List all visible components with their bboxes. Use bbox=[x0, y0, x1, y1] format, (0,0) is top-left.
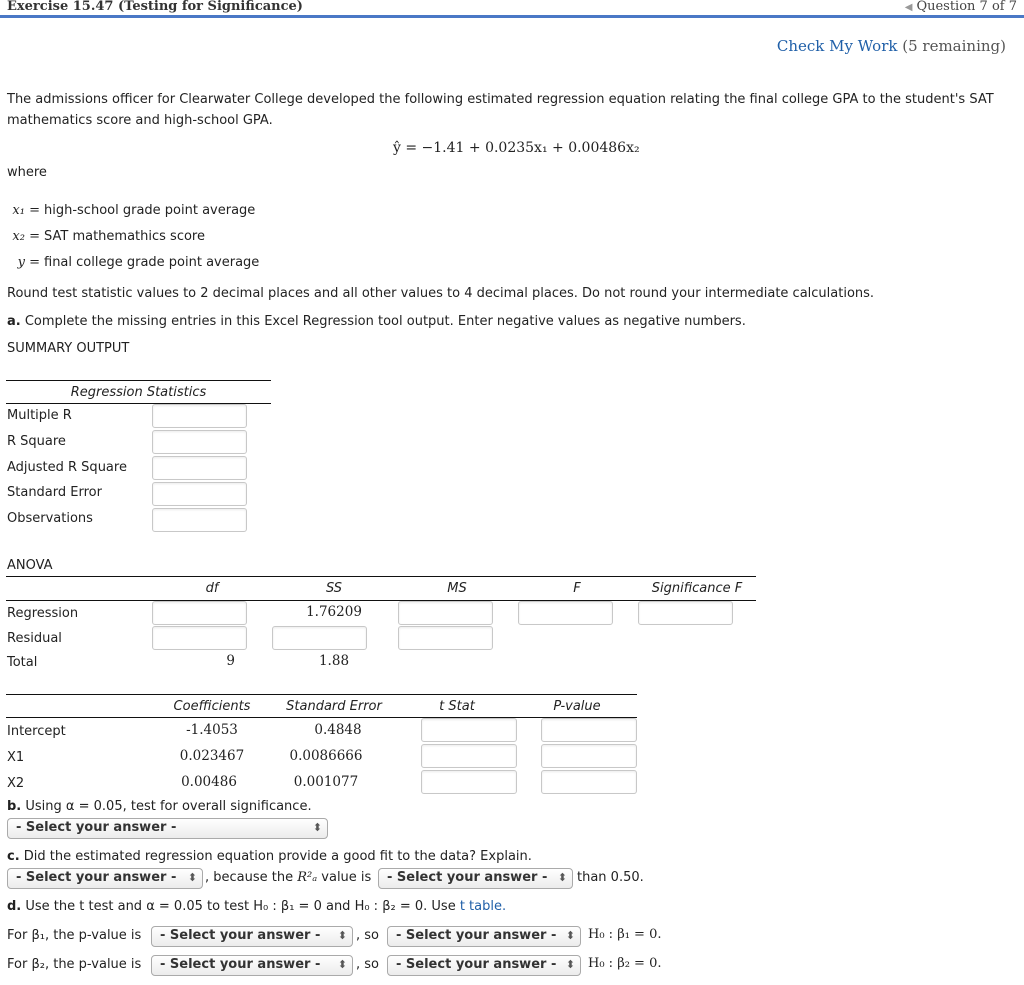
beta1-conclusion-select-value: - Select your answer - bbox=[396, 928, 557, 943]
part-d-beta2-so: , so bbox=[356, 957, 379, 972]
regstats-label-observations: Observations bbox=[7, 511, 93, 526]
part-d-beta1-prefix: For β₁, the p-value is bbox=[7, 928, 142, 943]
part-d-label: d. bbox=[7, 899, 22, 914]
total-df-value: 9 bbox=[226, 653, 235, 669]
x2-standard-error: 0.001077 bbox=[293, 774, 359, 790]
definition-var: x₁ = bbox=[12, 203, 40, 218]
part-d-beta2-prefix: For β₂, the p-value is bbox=[7, 957, 142, 972]
regstats-top-rule bbox=[6, 380, 271, 381]
regstats-header: Regression Statistics bbox=[70, 385, 207, 400]
part-c-because-text bbox=[205, 870, 371, 885]
anova-title: ANOVA bbox=[7, 558, 53, 573]
residual-df-input[interactable] bbox=[152, 626, 247, 650]
regstats-label-multiple-r: Multiple R bbox=[7, 408, 72, 423]
intercept-coefficient: -1.4053 bbox=[186, 722, 238, 738]
part-d-text: Use the t test and α = 0.05 to test H₀ : β₁ = 0 and H₀ : β₂ = 0. Use bbox=[25, 899, 456, 914]
coef-header-standard-error: Standard Error bbox=[286, 699, 382, 714]
select-arrows-icon: ⬍ bbox=[557, 871, 567, 884]
regstats-label-r-square: R Square bbox=[7, 434, 66, 449]
observations-input[interactable] bbox=[152, 508, 247, 532]
multiple-r-input[interactable] bbox=[152, 404, 247, 428]
part-d-beta2-hypothesis: H₀ : β₂ = 0. bbox=[588, 956, 662, 971]
check-my-work-link[interactable]: Check My Work bbox=[776, 37, 898, 55]
definition-x2 bbox=[0, 229, 205, 244]
part-c-value-is: value is bbox=[321, 870, 372, 885]
top-bar bbox=[0, 0, 1024, 16]
residual-ss-input[interactable] bbox=[272, 626, 367, 650]
prev-arrow-icon[interactable]: ◀ bbox=[904, 2, 913, 13]
definition-var: x₂ = bbox=[12, 229, 40, 244]
beta1-conclusion-select[interactable] bbox=[387, 926, 581, 947]
part-c-comparison-select-value: - Select your answer - bbox=[387, 870, 548, 885]
part-c-fit-select[interactable] bbox=[7, 868, 203, 889]
beta2-p-value-select-value: - Select your answer - bbox=[160, 957, 321, 972]
regression-df-input[interactable] bbox=[152, 601, 247, 625]
part-d-question bbox=[7, 899, 506, 914]
x1-p-value-input[interactable] bbox=[541, 744, 637, 768]
where-label: where bbox=[7, 165, 47, 180]
part-b-label: b. bbox=[7, 799, 22, 814]
part-c-because: , because the bbox=[205, 870, 294, 885]
anova-label-residual: Residual bbox=[7, 631, 62, 646]
beta1-p-value-select-value: - Select your answer - bbox=[160, 928, 321, 943]
regstats-label-standard-error: Standard Error bbox=[7, 485, 102, 500]
select-arrows-icon: ⬍ bbox=[565, 958, 575, 971]
anova-header-ms: MS bbox=[447, 581, 467, 596]
part-a-text: Complete the missing entries in this Excel Regression tool output. Enter negative values as negative numbers. bbox=[24, 314, 746, 329]
regression-ms-input[interactable] bbox=[398, 601, 493, 625]
residual-ms-input[interactable] bbox=[398, 626, 493, 650]
part-a-question bbox=[7, 314, 746, 329]
coef-header-p-value: P-value bbox=[553, 699, 601, 714]
part-b-question bbox=[7, 799, 312, 814]
coef-header-t-stat: t Stat bbox=[439, 699, 475, 714]
question-nav[interactable] bbox=[905, 0, 1017, 14]
regression-ss-value: 1.76209 bbox=[306, 604, 362, 620]
part-b-select[interactable] bbox=[7, 818, 328, 839]
definition-text: high-school grade point average bbox=[44, 203, 256, 218]
part-c-fit-select-value: - Select your answer - bbox=[16, 870, 177, 885]
anova-header-f: F bbox=[573, 581, 581, 596]
definition-var: y = bbox=[17, 255, 40, 270]
rounding-instructions: Round test statistic values to 2 decimal places and all other values to 4 decimal places. Do not round your intermediate calculations. bbox=[7, 286, 875, 301]
summary-output-title: SUMMARY OUTPUT bbox=[7, 341, 130, 356]
select-arrows-icon: ⬍ bbox=[337, 929, 347, 942]
definition-text: final college grade point average bbox=[44, 255, 260, 270]
part-c-label: c. bbox=[7, 849, 20, 864]
select-arrows-icon: ⬍ bbox=[187, 871, 197, 884]
coef-header-coefficients: Coefficients bbox=[173, 699, 251, 714]
anova-header-ss: SS bbox=[325, 581, 343, 596]
beta1-p-value-select[interactable] bbox=[151, 926, 353, 947]
part-d-beta1-so: , so bbox=[356, 928, 379, 943]
x2-p-value-input[interactable] bbox=[541, 770, 637, 794]
definition-x1 bbox=[0, 203, 255, 218]
intro-line-2: mathematics score and high-school GPA. bbox=[7, 113, 273, 128]
anova-top-rule bbox=[6, 576, 756, 577]
x2-t-stat-input[interactable] bbox=[421, 770, 517, 794]
part-c-text: Did the estimated regression equation provide a good fit to the data? Explain. bbox=[23, 849, 532, 864]
anova-header-significance-f: Significance F bbox=[651, 581, 743, 596]
part-a-label: a. bbox=[7, 314, 21, 329]
regstats-label-adjusted-r-square: Adjusted R Square bbox=[7, 460, 127, 475]
part-b-text: Using α = 0.05, test for overall significance. bbox=[25, 799, 312, 814]
intercept-standard-error: 0.4848 bbox=[314, 722, 362, 738]
header-divider bbox=[0, 15, 1024, 18]
part-d-beta1-hypothesis: H₀ : β₁ = 0. bbox=[588, 927, 662, 942]
coef-label-x2: X2 bbox=[7, 776, 25, 791]
x1-t-stat-input[interactable] bbox=[421, 744, 517, 768]
coef-label-intercept: Intercept bbox=[7, 724, 66, 739]
significance-f-input[interactable] bbox=[638, 601, 733, 625]
definition-text: SAT mathemathics score bbox=[44, 229, 205, 244]
definition-y bbox=[0, 255, 259, 270]
beta2-conclusion-select-value: - Select your answer - bbox=[396, 957, 557, 972]
anova-label-regression: Regression bbox=[7, 606, 79, 621]
part-c-comparison-select[interactable] bbox=[378, 868, 573, 889]
part-b-select-value: - Select your answer - bbox=[16, 820, 177, 835]
beta2-p-value-select[interactable] bbox=[151, 955, 353, 976]
part-c-ra2: R²ₐ bbox=[297, 870, 318, 885]
intercept-t-stat-input[interactable] bbox=[421, 718, 517, 742]
check-my-work bbox=[777, 37, 1006, 55]
x2-coefficient: 0.00486 bbox=[181, 774, 237, 790]
t-table-link[interactable]: t table. bbox=[459, 899, 507, 914]
part-c-question bbox=[7, 849, 532, 864]
anova-label-total: Total bbox=[7, 655, 38, 670]
select-arrows-icon: ⬍ bbox=[312, 821, 322, 834]
select-arrows-icon: ⬍ bbox=[565, 929, 575, 942]
coef-label-x1: X1 bbox=[7, 750, 25, 765]
intro-line-1: The admissions officer for Clearwater College developed the following estimated regression equation relating the final college GPA to the student's SAT bbox=[7, 92, 994, 107]
x1-coefficient: 0.023467 bbox=[179, 748, 245, 764]
coef-top-rule bbox=[6, 694, 637, 695]
total-ss-value: 1.88 bbox=[318, 653, 350, 669]
regression-equation: ŷ = −1.41 + 0.0235x₁ + 0.00486x₂ bbox=[393, 140, 640, 156]
adjusted-r-square-input[interactable] bbox=[152, 456, 247, 480]
anova-header-df: df bbox=[205, 581, 219, 596]
r-square-input[interactable] bbox=[152, 430, 247, 454]
intercept-p-value-input[interactable] bbox=[541, 718, 637, 742]
select-arrows-icon: ⬍ bbox=[337, 958, 347, 971]
part-c-than: than 0.50. bbox=[577, 870, 644, 885]
beta2-conclusion-select[interactable] bbox=[387, 955, 581, 976]
remaining-count: (5 remaining) bbox=[902, 37, 1006, 55]
standard-error-input[interactable] bbox=[152, 482, 247, 506]
exercise-title: Exercise 15.47 (Testing for Significance) bbox=[7, 0, 303, 14]
x1-standard-error: 0.0086666 bbox=[289, 748, 363, 764]
regression-f-input[interactable] bbox=[518, 601, 613, 625]
question-counter: Question 7 of 7 bbox=[916, 0, 1017, 14]
